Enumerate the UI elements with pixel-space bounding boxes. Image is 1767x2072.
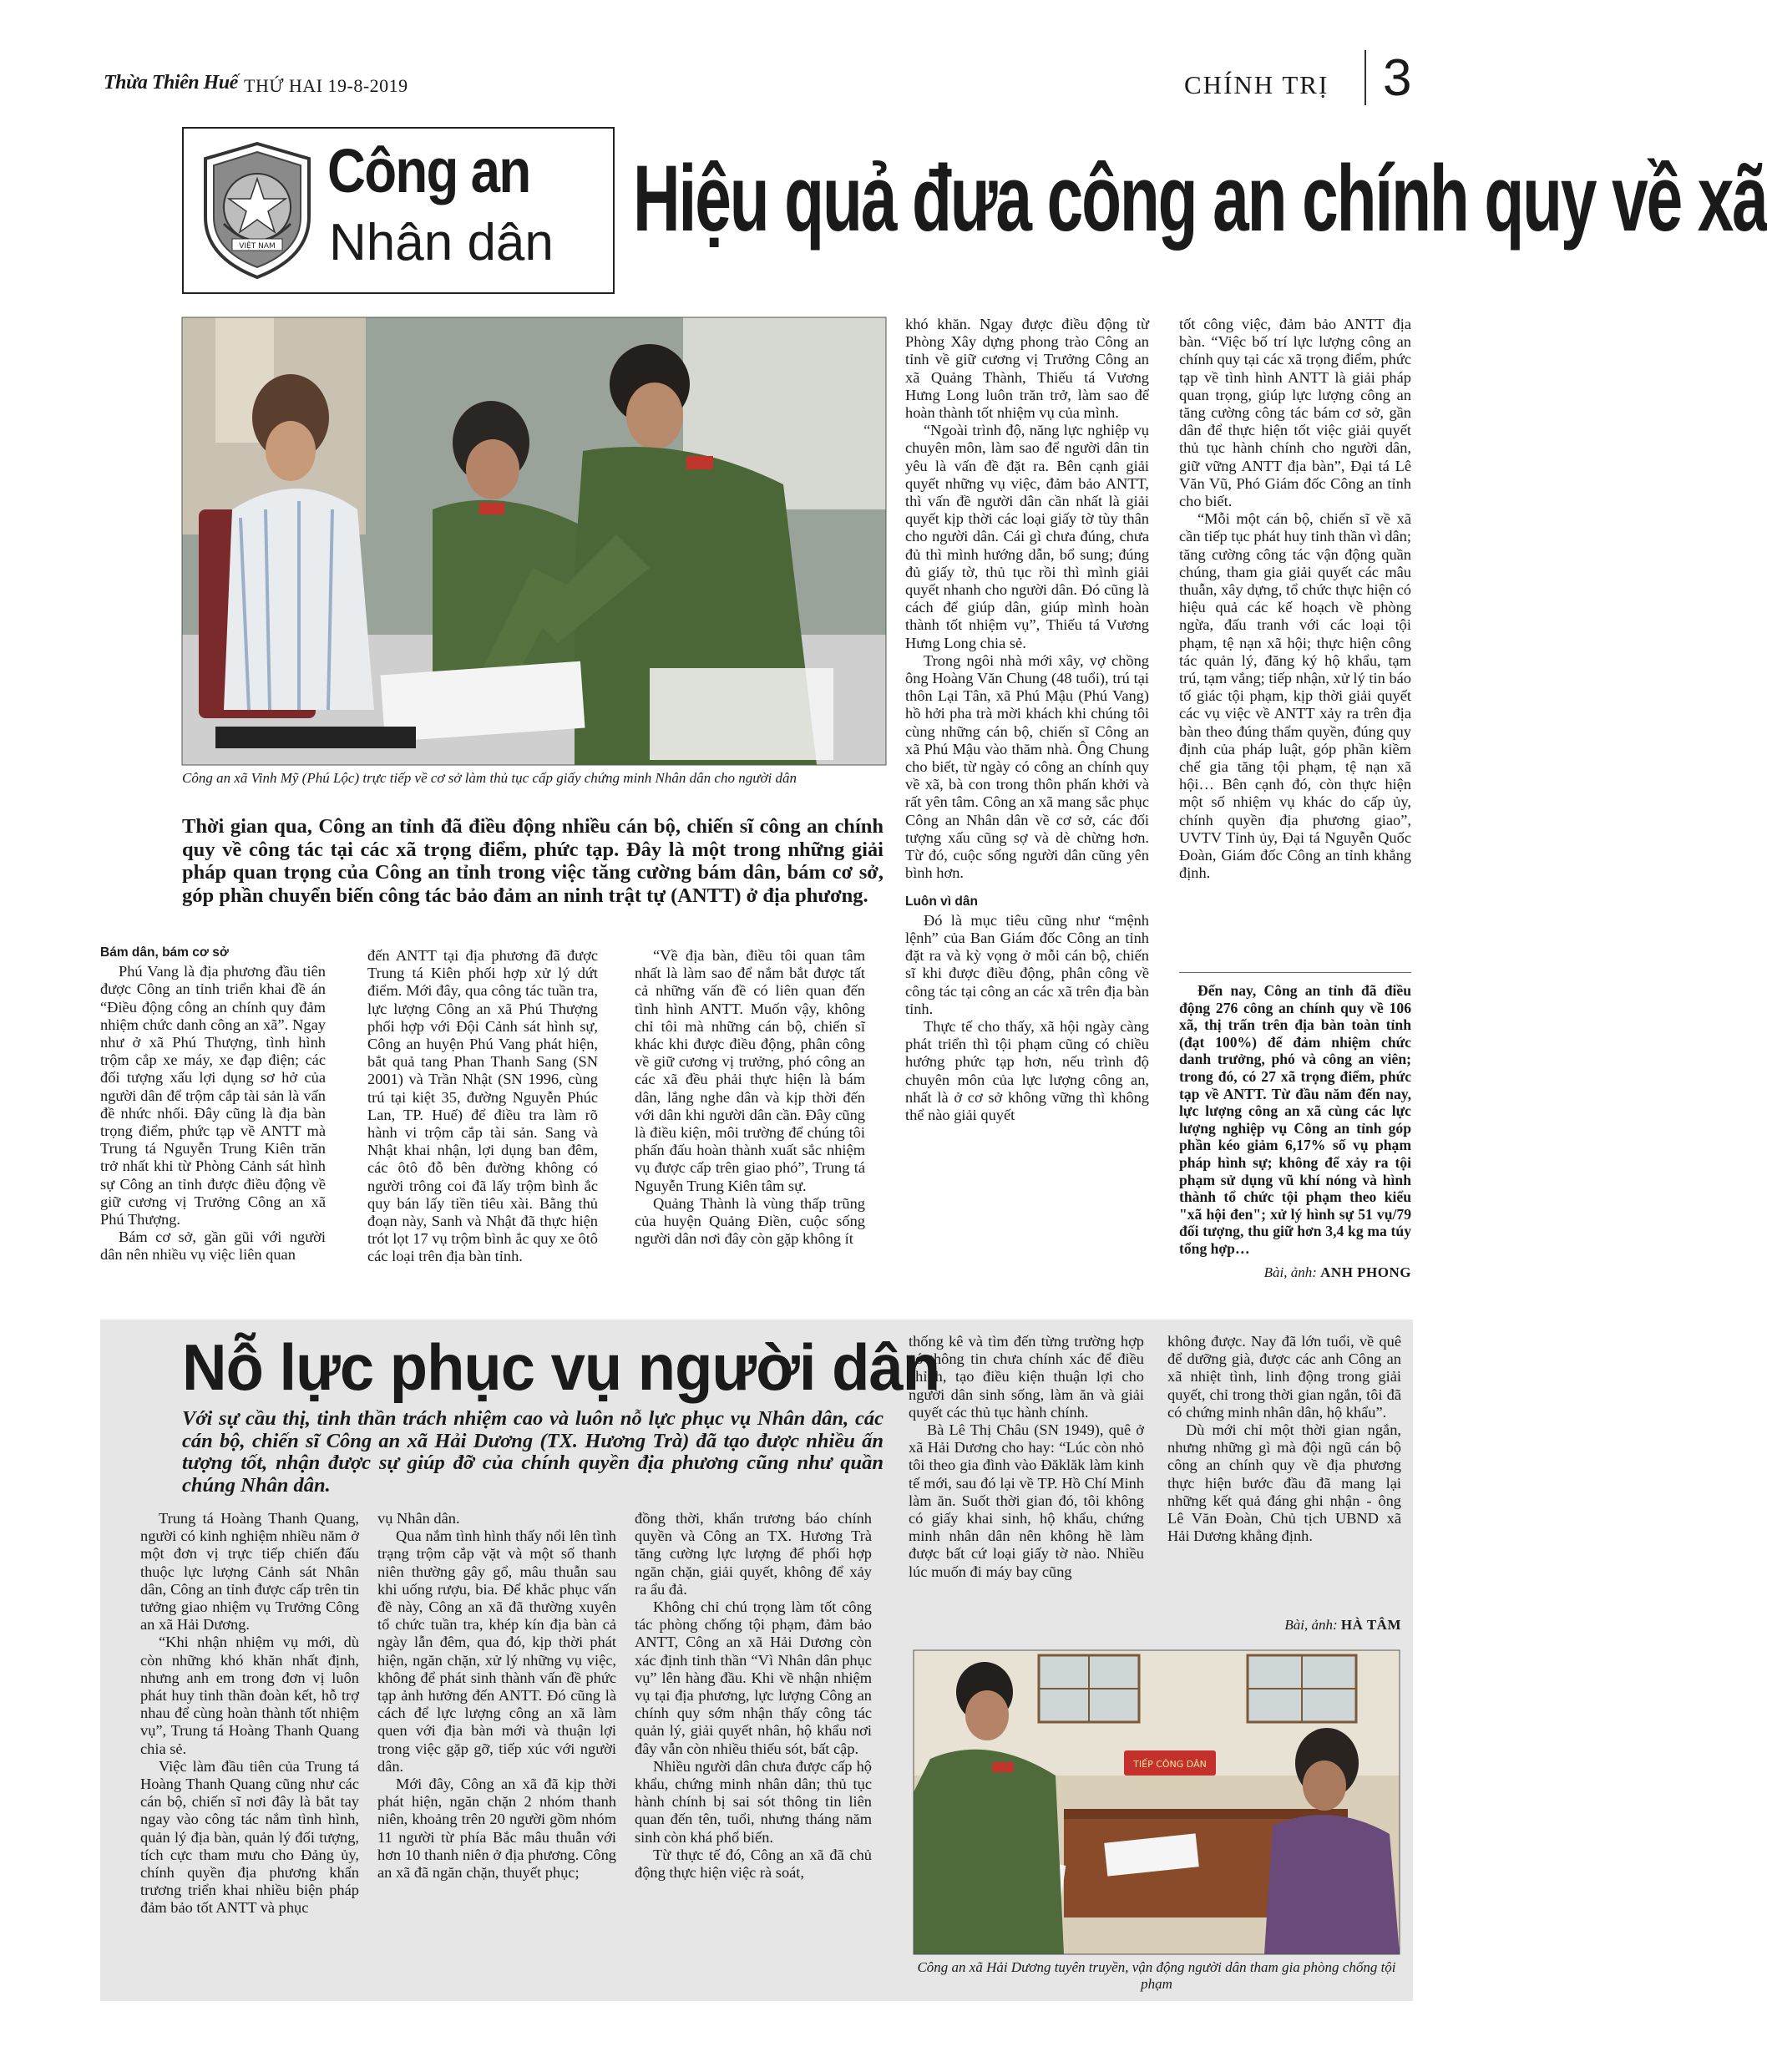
paragraph: “Ngoài trình độ, năng lực nghiệp vụ chuyên môn, làm sao để người dân tin yêu là vấn đề đặt ra. Bên cạnh giải quyết những vụ việc, đảm bảo ANTT, thì vấn đề người dân cần nhất là giải quyết kịp thời các loại giấy tờ tùy thân cho người dân. Cái gì chưa đúng, chưa đủ thì mình hướng dẫn, bổ sung; đúng đủ giấy tờ, thủ tục rồi thì mình giải quyết nhanh cho người dân. Đó cũng là cách để giúp dân, giúp mình hoàn thành tốt nhiệm vụ”, Thiếu tá Vương Hưng Long chia sẻ. (905, 422, 1149, 651)
paper-name: Thừa Thiên Huế (104, 72, 238, 94)
article1-column-1 (100, 944, 326, 1264)
article1-column-3 (635, 947, 865, 1248)
logo-line1: Công an (327, 136, 530, 205)
paragraph: không được. Nay đã lớn tuổi, về quê để dưỡng già, được các anh Công an xã nhiệt tình, linh động trong giải quyết, chỉ trong thời gian ngắn, tôi đã có chứng minh nhân dân, hộ khẩu”. (1167, 1333, 1401, 1421)
article2-headline: Nỗ lực phục vụ người dân (182, 1330, 940, 1404)
issue-date: THỨ HAI 19-8-2019 (244, 75, 408, 96)
article1-headline: Hiệu quả đưa công an chính quy về xã (633, 146, 1767, 251)
paragraph: Trong ngôi nhà mới xây, vợ chồng ông Hoàng Văn Chung (48 tuổi), trú tại thôn Lại Tân, xã Phú Mậu (Phú Vang) hồ hởi pha trà mời khách khi chúng tôi cùng những cán bộ, chiến sĩ Công an xã Phú Mậu vào thăm nhà. Ông Chung cho biết, từ ngày có công an chính quy về xã, bà con trong thôn phấn khởi và rất yên tâm. Công an xã mang sắc phục Công an Nhân dân về cơ sở, các đối tượng xấu cũng sợ và dè chừng hơn. Từ đó, cuộc sống người dân cũng yên bình hơn. (905, 651, 1149, 882)
article1-column-2 (367, 947, 598, 1266)
byline-label: Bài, ảnh: (1263, 1264, 1317, 1280)
subheading-luon-vi-dan: Luôn vì dân (905, 894, 978, 909)
article1-byline (1179, 1264, 1411, 1281)
paragraph: thống kê và tìm đến từng trường hợp có thông tin chưa chính xác để điều chỉnh, tạo điều kiện thuận lợi cho người dân sinh sống, làm ăn và giải quyết các thủ tục hành chính. (909, 1333, 1144, 1421)
article2-column-4 (909, 1333, 1144, 1581)
paragraph: Không chỉ chú trọng làm tốt công tác phòng chống tội phạm, đảm bảo ANTT, Công an xã Hải Dương còn xác định tinh thần “Vì Nhân dân phục vụ” lên hàng đầu. Khi về nhận nhiệm vụ tại địa phương, lực lượng Công an chính quy sớm nhận thấy công tác quản lý, giải quyết nhân, hộ khẩu nơi đây vẫn còn nhiều thiếu sót, bất cập. (635, 1598, 872, 1757)
paragraph: khó khăn. Ngay được điều động từ Phòng Xây dựng phong trào Công an tỉnh về giữ cương vị Trưởng Công an xã Quảng Thành, Thiếu tá Vương Hưng Long luôn trăn trở, làm sao để hoàn thành tốt nhiệm vụ của mình. (905, 316, 1149, 422)
desk-sign-text: TIẾP CÔNG DÂN (1133, 1759, 1207, 1770)
section-name: CHÍNH TRỊ (1184, 70, 1329, 99)
paragraph: Dù mới chỉ một thời gian ngắn, nhưng những gì mà đội ngũ cán bộ công an chính quy về địa phương thực hiện bước đầu đã mang lại những kết quả đáng ghi nhận - ông Lê Văn Đoàn, Chủ tịch UBND xã Hải Dương khẳng định. (1167, 1421, 1401, 1545)
paragraph: “Khi nhận nhiệm vụ mới, dù còn những khó khăn nhất định, nhưng anh em trong đơn vị luôn phát huy tinh thần đoàn kết, hỗ trợ nhau để cùng hoàn thành tốt nhiệm vụ”, Trung tá Hoàng Thanh Quang chia sẻ. (140, 1634, 359, 1757)
article2-photo-caption: Công an xã Hải Dương tuyên truyền, vận động người dân tham gia phòng chống tội phạm (917, 1959, 1396, 1992)
article1-photo (182, 317, 886, 765)
byline-name: HÀ TÂM (1340, 1617, 1401, 1633)
paragraph: Bà Lê Thị Châu (SN 1949), quê ở xã Hải Dương cho hay: “Lúc còn nhỏ tôi theo gia đình vào Đăklăk làm kinh tế mới, sau đó lại về TP. Hồ Chí Minh làm ăn. Suốt thời gian đó, tôi không có giấy khai sinh, hộ khẩu, chứng minh nhân dân nên không hề làm được bất cứ loại giấy tờ nào. Nhiều lúc muốn đi máy bay cũng (909, 1421, 1144, 1580)
article1-column-5 (1179, 316, 1411, 883)
paragraph: Thực tế cho thấy, xã hội ngày càng phát triển thì tội phạm cũng có chiều hướng phức tạp hơn, nếu trình độ chuyên môn của lực lượng công an, nhất là ở cơ sở không vững thì không thể nào giải quyết (905, 1017, 1149, 1123)
paragraph: Qua nắm tình hình thấy nổi lên tình trạng trộm cắp vặt và một số thanh niên thường gây gổ, mâu thuẫn sau khi uống rượu, bia. Để khắc phục vấn đề này, Công an xã đã thường xuyên tổ chức tuần tra, khép kín địa bàn cả ngày lẫn đêm, qua đó, kịp thời phát hiện, ngăn chặn, xử lý những vụ việc, không để phát sinh thành vấn đề phức tạp ảnh hưởng đến ANTT. Đó cũng là cách để lực lượng công an xã làm quen với địa bàn mới và thuận lợi trong việc gặp gỡ, tiếp xúc với người dân. (377, 1527, 616, 1775)
paragraph: “Về địa bàn, điều tôi quan tâm nhất là làm sao để nắm bắt được tất cả những vấn đề có liên quan đến tình hình ANTT. Muốn vậy, không chỉ tôi mà những cán bộ, chiến sĩ khác khi được điều động, phân công về giữ cương vị trưởng, phó công an các xã đều phải thực hiện là bám dân, lắng nghe dân và kịp thời đến với dân khi người dân cần. Đây cũng là điều kiện, môi trường để chúng tôi phấn đấu hoàn thành xuất sắc nhiệm vụ được cấp trên giao phó”, Trung tá Nguyễn Trung Kiên tâm sự. (635, 947, 865, 1194)
article1-column-4 (905, 316, 1149, 1124)
paragraph: Việc làm đầu tiên của Trung tá Hoàng Thanh Quang cũng như các cán bộ, chiến sĩ nơi đây là bắt tay ngay vào công tác nắm tình hình, quản lý địa bàn, quản lý đối tượng, tích cực tham mưu cho Đảng ủy, chính quyền địa phương khẩn trương triển khai nhiều biện pháp đảm bảo tốt ANTT và phục (140, 1757, 359, 1917)
article2-column-5 (1167, 1333, 1401, 1545)
paragraph: Đó là mục tiêu cũng như “mệnh lệnh” của Ban Giám đốc Công an tỉnh đặt ra và kỳ vọng ở mỗi cán bộ, chiến sĩ khi được điều động, phân công về công tác tại công an các xã trên địa bàn tỉnh. (905, 911, 1149, 1017)
paragraph: Bám cơ sở, gần gũi với người dân nên nhiều vụ việc liên quan (100, 1229, 326, 1264)
cand-logo-box (182, 127, 615, 294)
paragraph: “Mỗi một cán bộ, chiến sĩ về xã cần tiếp tục phát huy tinh thần vì dân; tăng cường công tác vận động quần chúng, tham gia giải quyết các mâu thuẫn, xây dựng, tổ chức thực hiện có hiệu quả các kế hoạch về phòng ngừa, đấu tranh với các loại tội phạm, tệ nạn xã hội; thực hiện công tác quản lý, đăng ký hộ khẩu, tạm trú, tạm vắng; tiếp nhận, xử lý tin báo tố giác tội phạm, kịp thời giải quyết các vụ việc về ANTT xảy ra trên địa bàn theo đúng thẩm quyền, đúng quy định của pháp luật, góp phần kiềm chế gia tăng tội phạm, tệ nạn xã hội… Bên cạnh đó, còn thực hiện một số nhiệm vụ khác do cấp ủy, chính quyền địa phương giao”, UVTV Tỉnh ủy, Đại tá Nguyễn Quốc Đoàn, Giám đốc Công an tỉnh khẳng định. (1179, 510, 1411, 882)
stat-box-text: Đến nay, Công an tỉnh đã điều động 276 công an chính quy về 106 xã, thị trấn trên địa bàn toàn tỉnh (đạt 100%) để đảm nhiệm chức danh trưởng, phó và công an viên; trong đó, có 27 xã trọng điểm, phức tạp về ANTT. Từ đầu năm đến nay, lực lượng công an xã cùng các lực lượng nghiệp vụ Công an tỉnh góp phần kéo giảm 6,17% số vụ phạm pháp hình sự; không để xảy ra tội phạm sử dụng vũ khí nóng và hình thành tổ chức tội phạm theo kiểu "xã hội đen"; xử lý hình sự 51 vụ/79 đối tượng, thu giữ hơn 3,4 kg ma túy tổng hợp… (1179, 982, 1411, 1257)
article2-lead: Với sự cầu thị, tinh thần trách nhiệm cao và luôn nỗ lực phục vụ Nhân dân, các cán bộ, chiến sĩ Công an xã Hải Dương (TX. Hương Trà) đã tạo được nhiều ấn tượng tốt, nhận được sự giúp đỡ của chính quyền địa phương cũng như quần chúng Nhân dân. (182, 1407, 884, 1497)
paragraph: Phú Vang là địa phương đầu tiên được Công an tỉnh triển khai đề án “Điều động công an chính quy đảm nhiệm chức danh công an xã”. Ngay như ở xã Phú Thượng, tình hình trộm cắp xe máy, xe đạp điện; các đối tượng xấu lợi dụng sơ hở của người dân để trộm cắp tài sản là vấn đề nhức nhối. Đây cũng là địa bàn trọng điểm, phức tạp về ANTT mà Trung tá Nguyễn Trung Kiên trăn trở nhất khi từ Phòng Cảnh sát hình sự Công an tỉnh được điều động về giữ cương vị Trưởng Công an xã Phú Thượng. (100, 963, 326, 1229)
box-divider (1179, 972, 1411, 973)
article2-column-1 (140, 1510, 359, 1917)
police-badge-icon (199, 140, 316, 281)
article2-photo (914, 1650, 1400, 1954)
badge-text: VIỆT NAM (239, 242, 276, 251)
article2-column-2 (377, 1510, 616, 1882)
article1-lead: Thời gian qua, Công an tỉnh đã điều động nhiều cán bộ, chiến sĩ công an chính quy về công tác tại các xã trọng điểm, phức tạp. Đây là một trong những giải pháp quan trọng của Công an tỉnh trong việc tăng cường bám dân, bám cơ sở, góp phần chuyển biến công tác bảo đảm an ninh trật tự (ANTT) ở địa phương. (182, 815, 884, 907)
article2-column-3 (635, 1510, 872, 1882)
page-number: 3 (1383, 49, 1412, 107)
paragraph: vụ Nhân dân. (377, 1510, 460, 1527)
paragraph: Quảng Thành là vùng thấp trũng của huyện Quảng Điền, cuộc sống người dân nơi đây còn gặp không ít (635, 1194, 865, 1248)
article2-byline (1167, 1617, 1401, 1634)
subheading-bam-dan: Bám dân, bám cơ sở (100, 945, 229, 960)
article1-stat-box (1179, 982, 1411, 1258)
paragraph: Từ thực tế đó, Công an xã đã chủ động thực hiện việc rà soát, (635, 1846, 872, 1882)
paragraph: Nhiều người dân chưa được cấp hộ khẩu, chứng minh nhân dân; thủ tục hành chính bị sai sót thông tin liên quan đến tên, tuổi, nhưng tháng năm sinh còn khá phổ biến. (635, 1757, 872, 1846)
byline-label: Bài, ảnh: (1284, 1617, 1338, 1633)
paragraph: đến ANTT tại địa phương đã được Trung tá Kiên phối hợp xử lý dứt điểm. Mới đây, qua công tác tuần tra, lực lượng Công an xã Phú Thượng phối hợp với Đội Cảnh sát hình sự, Công an huyện Phú Vang phát hiện, bắt quả tang Phan Thanh Sang (SN 2001) và Trần Nhật (SN 1996, cùng trú tại kiệt 35, đường Nguyễn Phúc Lan, TP. Huế) để điều tra làm rõ hành vi trộm cắp tài sản. Sang và Nhật khai nhận, lợi dụng ban đêm, các ôtô đỗ bên đường không có người trông coi đã lấy trộm bình ắc quy bán lấy tiền tiêu xài. Bằng thủ đoạn này, Sanh và Nhật đã thực hiện trót lọt 17 vụ trộm bình ắc quy xe ôtô các loại trên địa bàn tỉnh. (367, 947, 598, 1265)
paragraph: đồng thời, khẩn trương báo chính quyền và Công an TX. Hương Trà tăng cường lực lượng để phối hợp ngăn chặn, giải quyết, không để xảy ra ẩu đả. (635, 1510, 872, 1598)
header-divider (1364, 50, 1366, 105)
paragraph: Trung tá Hoàng Thanh Quang, người có kinh nghiệm nhiều năm ở một đơn vị trực tiếp chiến đấu thuộc lực lượng Cảnh sát Nhân dân, Công an tỉnh được cấp trên tin tưởng giao nhiệm vụ Trưởng Công an xã Hải Dương. (140, 1510, 359, 1634)
paragraph: Mới đây, Công an xã đã kịp thời phát hiện, ngăn chặn 2 nhóm thanh niên, khoảng trên 20 người gồm nhóm 11 người từ phía Bắc mâu thuẫn với hơn 10 thanh niên ở địa phương. Công an xã đã ngăn chặn, thuyết phục; (377, 1776, 616, 1882)
byline-name: ANH PHONG (1320, 1264, 1411, 1280)
paragraph: tốt công việc, đảm bảo ANTT địa bàn. “Việc bố trí lực lượng công an chính quy tại các xã trọng điểm, phức tạp về tình hình ANTT là giải pháp quan trọng, giúp lực lượng công an tăng cường công tác bám cơ sở, gần dân để thực hiện tốt việc giải quyết thủ tục hành chính cho người dân, giữ vững ANTT địa bàn”, Đại tá Lê Văn Vũ, Phó Giám đốc Công an tỉnh cho biết. (1179, 316, 1411, 510)
article1-photo-caption: Công an xã Vinh Mỹ (Phú Lộc) trực tiếp về cơ sở làm thủ tục cấp giấy chứng minh Nhân dân cho người dân (182, 770, 797, 786)
logo-line2: Nhân dân (329, 214, 554, 271)
